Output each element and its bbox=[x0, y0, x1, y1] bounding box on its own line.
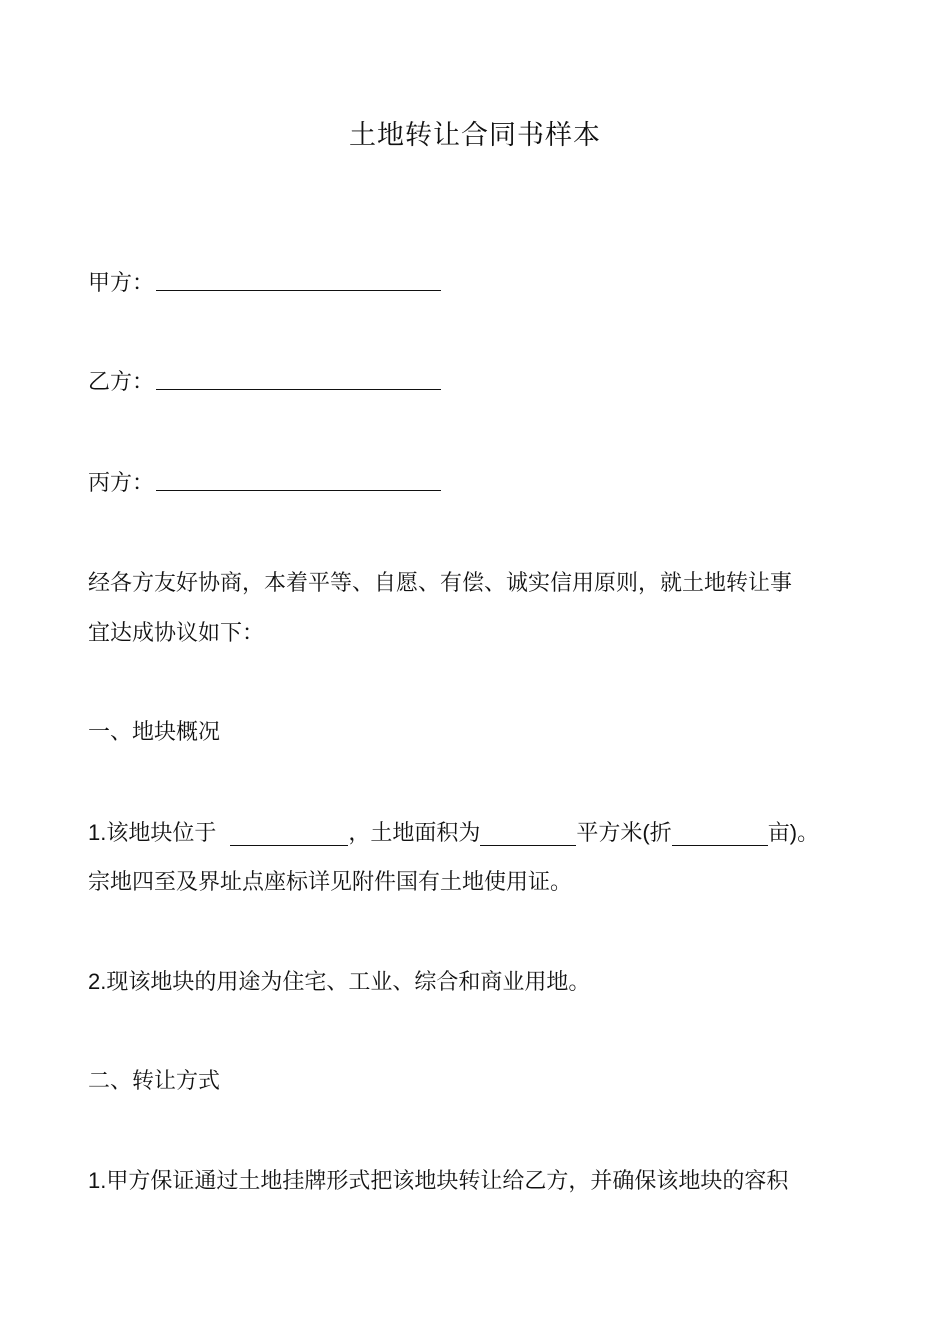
party-b-line bbox=[88, 358, 878, 408]
close-paren: ) bbox=[789, 820, 798, 845]
section-2-item-1 bbox=[88, 1156, 878, 1207]
area-label: ，土地面积为 bbox=[348, 821, 481, 846]
mu-blank[interactable] bbox=[672, 844, 768, 846]
intro-line-2: 宜达成协议如下： bbox=[88, 621, 265, 646]
party-b-blank[interactable] bbox=[156, 388, 441, 390]
document-title: 土地转让合同书样本 bbox=[349, 120, 601, 151]
item-text: 现该地块的用途为住宅、工业、综合和商业用地。 bbox=[106, 970, 591, 995]
party-a-blank[interactable] bbox=[156, 289, 441, 291]
party-c-blank[interactable] bbox=[156, 489, 441, 491]
party-a-line bbox=[88, 259, 878, 309]
section-1-heading: 一、地块概况 bbox=[88, 720, 221, 745]
item-text: 甲方保证通过土地挂牌形式把该地块转让给乙方，并确保该地块的容积 bbox=[106, 1169, 789, 1194]
item-number: 1. bbox=[88, 1168, 107, 1193]
location-blank[interactable] bbox=[230, 844, 348, 846]
area-blank[interactable] bbox=[480, 844, 576, 846]
section-1-item-1-line-1 bbox=[88, 808, 878, 859]
period: 。 bbox=[797, 821, 820, 846]
section-1-item-1-line-2: 宗地四至及界址点座标详见附件国有土地使用证。 bbox=[88, 870, 573, 895]
area-unit: 平方米 bbox=[576, 821, 643, 846]
party-c-label: 丙方： bbox=[88, 471, 155, 496]
item-number: 1. bbox=[88, 820, 107, 845]
intro-line-1: 经各方友好协商，本着平等、自愿、有偿、诚实信用原则，就土地转让事 bbox=[88, 571, 793, 596]
location-label: 该地块位于 bbox=[106, 821, 217, 846]
party-a-label: 甲方： bbox=[88, 271, 155, 296]
party-c-line bbox=[88, 459, 878, 509]
mu-unit: 亩 bbox=[767, 821, 790, 846]
open-paren: ( bbox=[642, 820, 650, 845]
convert-label: 折 bbox=[649, 821, 672, 846]
item-number: 2. bbox=[88, 969, 107, 994]
section-2-heading: 二、转让方式 bbox=[88, 1069, 221, 1094]
section-1-item-2 bbox=[88, 957, 878, 1008]
party-b-label: 乙方： bbox=[88, 370, 155, 395]
